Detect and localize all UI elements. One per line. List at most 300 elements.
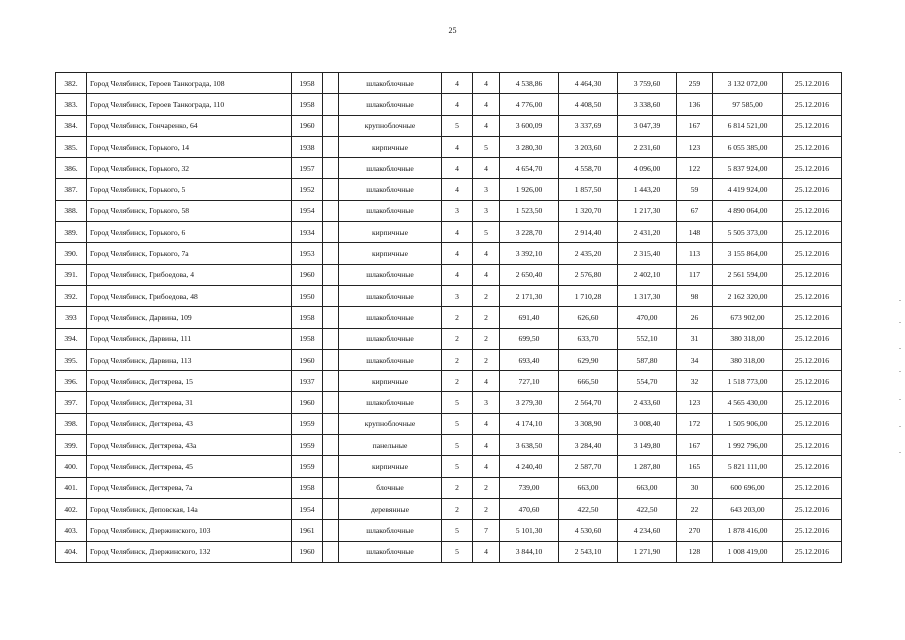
date-cell: 25.12.2016 bbox=[783, 413, 842, 434]
wall-material-cell: кирпичные bbox=[339, 456, 442, 477]
total-area-cell: 3 280,30 bbox=[500, 136, 559, 157]
blank-cell bbox=[323, 413, 339, 434]
total-area-cell: 4 174,10 bbox=[500, 413, 559, 434]
entrances-cell: 2 bbox=[473, 498, 500, 519]
total-area-cell: 5 101,30 bbox=[500, 520, 559, 541]
table-row bbox=[56, 115, 842, 136]
row-number-cell: 404. bbox=[56, 541, 87, 562]
year-built-cell: 1958 bbox=[292, 328, 323, 349]
wall-material-cell: шлакоблочные bbox=[339, 392, 442, 413]
total-area-cell: 4 538,86 bbox=[500, 73, 559, 94]
residential-area-cell: 3 149,80 bbox=[618, 435, 677, 456]
date-cell: 25.12.2016 bbox=[783, 328, 842, 349]
residents-count-cell: 167 bbox=[677, 435, 713, 456]
residents-count-cell: 167 bbox=[677, 115, 713, 136]
residential-area-cell: 4 234,60 bbox=[618, 520, 677, 541]
residents-count-cell: 148 bbox=[677, 222, 713, 243]
cost-cell: 6 055 385,00 bbox=[713, 136, 783, 157]
floors-cell: 4 bbox=[442, 264, 473, 285]
address-cell: Город Челябинск, Дегтярева, 31 bbox=[87, 392, 292, 413]
blank-cell bbox=[323, 94, 339, 115]
date-cell: 25.12.2016 bbox=[783, 285, 842, 306]
cost-cell: 5 821 111,00 bbox=[713, 456, 783, 477]
row-number-cell: 391. bbox=[56, 264, 87, 285]
floors-cell: 5 bbox=[442, 413, 473, 434]
row-number-cell: 385. bbox=[56, 136, 87, 157]
row-number-cell: 386. bbox=[56, 158, 87, 179]
residential-area-cell: 1 217,30 bbox=[618, 200, 677, 221]
cost-cell: 600 696,00 bbox=[713, 477, 783, 498]
residential-area-cell: 3 047,39 bbox=[618, 115, 677, 136]
living-area-cell: 4 558,70 bbox=[559, 158, 618, 179]
entrances-cell: 2 bbox=[473, 285, 500, 306]
year-built-cell: 1934 bbox=[292, 222, 323, 243]
entrances-cell: 4 bbox=[473, 243, 500, 264]
residents-count-cell: 30 bbox=[677, 477, 713, 498]
cost-cell: 5 837 924,00 bbox=[713, 158, 783, 179]
wall-material-cell: шлакоблочные bbox=[339, 264, 442, 285]
total-area-cell: 3 844,10 bbox=[500, 541, 559, 562]
year-built-cell: 1958 bbox=[292, 94, 323, 115]
year-built-cell: 1957 bbox=[292, 158, 323, 179]
table-row bbox=[56, 392, 842, 413]
living-area-cell: 2 435,20 bbox=[559, 243, 618, 264]
blank-cell bbox=[323, 243, 339, 264]
residential-area-cell: 470,00 bbox=[618, 307, 677, 328]
floors-cell: 2 bbox=[442, 349, 473, 370]
floors-cell: 4 bbox=[442, 73, 473, 94]
blank-cell bbox=[323, 349, 339, 370]
date-cell: 25.12.2016 bbox=[783, 136, 842, 157]
row-number-cell: 382. bbox=[56, 73, 87, 94]
cost-cell: 4 565 430,00 bbox=[713, 392, 783, 413]
wall-material-cell: шлакоблочные bbox=[339, 307, 442, 328]
wall-material-cell: шлакоблочные bbox=[339, 520, 442, 541]
row-number-cell: 390. bbox=[56, 243, 87, 264]
table-row bbox=[56, 243, 842, 264]
date-cell: 25.12.2016 bbox=[783, 435, 842, 456]
floors-cell: 4 bbox=[442, 222, 473, 243]
table-row bbox=[56, 264, 842, 285]
floors-cell: 4 bbox=[442, 243, 473, 264]
cost-cell: 4 419 924,00 bbox=[713, 179, 783, 200]
table-row bbox=[56, 307, 842, 328]
living-area-cell: 2 576,80 bbox=[559, 264, 618, 285]
total-area-cell: 691,40 bbox=[500, 307, 559, 328]
entrances-cell: 4 bbox=[473, 456, 500, 477]
address-cell: Город Челябинск, Героев Танкограда, 110 bbox=[87, 94, 292, 115]
total-area-cell: 2 171,30 bbox=[500, 285, 559, 306]
cost-cell: 5 505 373,00 bbox=[713, 222, 783, 243]
floors-cell: 3 bbox=[442, 200, 473, 221]
living-area-cell: 3 284,40 bbox=[559, 435, 618, 456]
address-cell: Город Челябинск, Дегтярева, 43 bbox=[87, 413, 292, 434]
address-cell: Город Челябинск, Дегтярева, 15 bbox=[87, 371, 292, 392]
residential-area-cell: 2 402,10 bbox=[618, 264, 677, 285]
cost-cell: 1 008 419,00 bbox=[713, 541, 783, 562]
date-cell: 25.12.2016 bbox=[783, 498, 842, 519]
wall-material-cell: шлакоблочные bbox=[339, 349, 442, 370]
table-row bbox=[56, 158, 842, 179]
wall-material-cell: шлакоблочные bbox=[339, 541, 442, 562]
table-body bbox=[56, 73, 842, 563]
entrances-cell: 4 bbox=[473, 541, 500, 562]
date-cell: 25.12.2016 bbox=[783, 264, 842, 285]
address-cell: Город Челябинск, Горького, 32 bbox=[87, 158, 292, 179]
wall-material-cell: шлакоблочные bbox=[339, 94, 442, 115]
floors-cell: 4 bbox=[442, 136, 473, 157]
blank-cell bbox=[323, 520, 339, 541]
cost-cell: 3 155 864,00 bbox=[713, 243, 783, 264]
table-row bbox=[56, 456, 842, 477]
floors-cell: 2 bbox=[442, 328, 473, 349]
living-area-cell: 629,90 bbox=[559, 349, 618, 370]
blank-cell bbox=[323, 392, 339, 413]
residents-count-cell: 59 bbox=[677, 179, 713, 200]
blank-cell bbox=[323, 307, 339, 328]
total-area-cell: 3 638,50 bbox=[500, 435, 559, 456]
residents-count-cell: 172 bbox=[677, 413, 713, 434]
residents-count-cell: 136 bbox=[677, 94, 713, 115]
date-cell: 25.12.2016 bbox=[783, 392, 842, 413]
date-cell: 25.12.2016 bbox=[783, 477, 842, 498]
residents-count-cell: 31 bbox=[677, 328, 713, 349]
cost-cell: 380 318,00 bbox=[713, 328, 783, 349]
total-area-cell: 4 654,70 bbox=[500, 158, 559, 179]
date-cell: 25.12.2016 bbox=[783, 94, 842, 115]
table-row bbox=[56, 520, 842, 541]
living-area-cell: 1 320,70 bbox=[559, 200, 618, 221]
residential-area-cell: 663,00 bbox=[618, 477, 677, 498]
entrances-cell: 3 bbox=[473, 392, 500, 413]
row-number-cell: 389. bbox=[56, 222, 87, 243]
blank-cell bbox=[323, 136, 339, 157]
blank-cell bbox=[323, 456, 339, 477]
blank-cell bbox=[323, 73, 339, 94]
row-number-cell: 388. bbox=[56, 200, 87, 221]
residential-area-cell: 3 338,60 bbox=[618, 94, 677, 115]
wall-material-cell: шлакоблочные bbox=[339, 200, 442, 221]
residential-area-cell: 2 433,60 bbox=[618, 392, 677, 413]
wall-material-cell: кирпичные bbox=[339, 222, 442, 243]
floors-cell: 5 bbox=[442, 435, 473, 456]
residential-area-cell: 4 096,00 bbox=[618, 158, 677, 179]
scan-edge-marks bbox=[895, 300, 901, 460]
table-row bbox=[56, 222, 842, 243]
entrances-cell: 4 bbox=[473, 435, 500, 456]
entrances-cell: 2 bbox=[473, 328, 500, 349]
residential-area-cell: 3 759,60 bbox=[618, 73, 677, 94]
row-number-cell: 396. bbox=[56, 371, 87, 392]
blank-cell bbox=[323, 264, 339, 285]
residential-area-cell: 2 231,60 bbox=[618, 136, 677, 157]
residents-count-cell: 67 bbox=[677, 200, 713, 221]
address-cell: Город Челябинск, Дарвина, 109 bbox=[87, 307, 292, 328]
address-cell: Город Челябинск, Горького, 6 bbox=[87, 222, 292, 243]
residents-count-cell: 98 bbox=[677, 285, 713, 306]
residential-area-cell: 2 315,40 bbox=[618, 243, 677, 264]
address-cell: Город Челябинск, Горького, 58 bbox=[87, 200, 292, 221]
address-cell: Город Челябинск, Дарвина, 113 bbox=[87, 349, 292, 370]
address-cell: Город Челябинск, Горького, 5 bbox=[87, 179, 292, 200]
address-cell: Город Челябинск, Дарвина, 111 bbox=[87, 328, 292, 349]
address-cell: Город Челябинск, Горького, 14 bbox=[87, 136, 292, 157]
residents-count-cell: 34 bbox=[677, 349, 713, 370]
residents-count-cell: 113 bbox=[677, 243, 713, 264]
entrances-cell: 2 bbox=[473, 349, 500, 370]
year-built-cell: 1961 bbox=[292, 520, 323, 541]
entrances-cell: 2 bbox=[473, 307, 500, 328]
wall-material-cell: блочные bbox=[339, 477, 442, 498]
cost-cell: 1 518 773,00 bbox=[713, 371, 783, 392]
entrances-cell: 2 bbox=[473, 477, 500, 498]
entrances-cell: 4 bbox=[473, 73, 500, 94]
blank-cell bbox=[323, 541, 339, 562]
cost-cell: 380 318,00 bbox=[713, 349, 783, 370]
row-number-cell: 403. bbox=[56, 520, 87, 541]
total-area-cell: 693,40 bbox=[500, 349, 559, 370]
blank-cell bbox=[323, 179, 339, 200]
residents-count-cell: 128 bbox=[677, 541, 713, 562]
living-area-cell: 2 914,40 bbox=[559, 222, 618, 243]
total-area-cell: 739,00 bbox=[500, 477, 559, 498]
blank-cell bbox=[323, 328, 339, 349]
year-built-cell: 1954 bbox=[292, 200, 323, 221]
living-area-cell: 663,00 bbox=[559, 477, 618, 498]
entrances-cell: 4 bbox=[473, 413, 500, 434]
residential-area-cell: 2 431,20 bbox=[618, 222, 677, 243]
year-built-cell: 1937 bbox=[292, 371, 323, 392]
residential-area-cell: 552,10 bbox=[618, 328, 677, 349]
housing-registry-table bbox=[55, 72, 842, 563]
residential-area-cell: 3 008,40 bbox=[618, 413, 677, 434]
total-area-cell: 727,10 bbox=[500, 371, 559, 392]
floors-cell: 5 bbox=[442, 520, 473, 541]
floors-cell: 2 bbox=[442, 477, 473, 498]
cost-cell: 3 132 072,00 bbox=[713, 73, 783, 94]
total-area-cell: 4 240,40 bbox=[500, 456, 559, 477]
table-row bbox=[56, 435, 842, 456]
cost-cell: 4 890 064,00 bbox=[713, 200, 783, 221]
floors-cell: 2 bbox=[442, 498, 473, 519]
cost-cell: 6 814 521,00 bbox=[713, 115, 783, 136]
residents-count-cell: 270 bbox=[677, 520, 713, 541]
residents-count-cell: 165 bbox=[677, 456, 713, 477]
row-number-cell: 387. bbox=[56, 179, 87, 200]
living-area-cell: 2 564,70 bbox=[559, 392, 618, 413]
living-area-cell: 3 337,69 bbox=[559, 115, 618, 136]
address-cell: Город Челябинск, Грибоедова, 48 bbox=[87, 285, 292, 306]
residents-count-cell: 117 bbox=[677, 264, 713, 285]
wall-material-cell: кирпичные bbox=[339, 243, 442, 264]
row-number-cell: 397. bbox=[56, 392, 87, 413]
table-row bbox=[56, 285, 842, 306]
floors-cell: 3 bbox=[442, 285, 473, 306]
date-cell: 25.12.2016 bbox=[783, 307, 842, 328]
table-row bbox=[56, 371, 842, 392]
cost-cell: 673 902,00 bbox=[713, 307, 783, 328]
residential-area-cell: 1 271,90 bbox=[618, 541, 677, 562]
table-row bbox=[56, 413, 842, 434]
address-cell: Город Челябинск, Горького, 7а bbox=[87, 243, 292, 264]
entrances-cell: 3 bbox=[473, 179, 500, 200]
table-row bbox=[56, 200, 842, 221]
table-row bbox=[56, 136, 842, 157]
table-row bbox=[56, 541, 842, 562]
year-built-cell: 1959 bbox=[292, 435, 323, 456]
blank-cell bbox=[323, 477, 339, 498]
residents-count-cell: 22 bbox=[677, 498, 713, 519]
wall-material-cell: кирпичные bbox=[339, 136, 442, 157]
residential-area-cell: 587,80 bbox=[618, 349, 677, 370]
blank-cell bbox=[323, 222, 339, 243]
blank-cell bbox=[323, 371, 339, 392]
cost-cell: 2 561 594,00 bbox=[713, 264, 783, 285]
blank-cell bbox=[323, 200, 339, 221]
address-cell: Город Челябинск, Героев Танкограда, 108 bbox=[87, 73, 292, 94]
year-built-cell: 1938 bbox=[292, 136, 323, 157]
year-built-cell: 1960 bbox=[292, 115, 323, 136]
blank-cell bbox=[323, 498, 339, 519]
floors-cell: 5 bbox=[442, 456, 473, 477]
entrances-cell: 4 bbox=[473, 158, 500, 179]
date-cell: 25.12.2016 bbox=[783, 541, 842, 562]
row-number-cell: 383. bbox=[56, 94, 87, 115]
entrances-cell: 7 bbox=[473, 520, 500, 541]
cost-cell: 643 203,00 bbox=[713, 498, 783, 519]
floors-cell: 4 bbox=[442, 158, 473, 179]
total-area-cell: 2 650,40 bbox=[500, 264, 559, 285]
address-cell: Город Челябинск, Дзержинского, 132 bbox=[87, 541, 292, 562]
wall-material-cell: крупноблочные bbox=[339, 413, 442, 434]
cost-cell: 1 878 416,00 bbox=[713, 520, 783, 541]
wall-material-cell: шлакоблочные bbox=[339, 158, 442, 179]
living-area-cell: 2 587,70 bbox=[559, 456, 618, 477]
blank-cell bbox=[323, 158, 339, 179]
address-cell: Город Челябинск, Грибоедова, 4 bbox=[87, 264, 292, 285]
date-cell: 25.12.2016 bbox=[783, 73, 842, 94]
entrances-cell: 4 bbox=[473, 115, 500, 136]
date-cell: 25.12.2016 bbox=[783, 115, 842, 136]
row-number-cell: 394. bbox=[56, 328, 87, 349]
living-area-cell: 4 408,50 bbox=[559, 94, 618, 115]
table-row bbox=[56, 477, 842, 498]
row-number-cell: 395. bbox=[56, 349, 87, 370]
table-row bbox=[56, 349, 842, 370]
residents-count-cell: 32 bbox=[677, 371, 713, 392]
total-area-cell: 3 600,09 bbox=[500, 115, 559, 136]
row-number-cell: 399. bbox=[56, 435, 87, 456]
wall-material-cell: шлакоблочные bbox=[339, 179, 442, 200]
total-area-cell: 3 279,30 bbox=[500, 392, 559, 413]
year-built-cell: 1958 bbox=[292, 477, 323, 498]
table-row bbox=[56, 94, 842, 115]
wall-material-cell: шлакоблочные bbox=[339, 73, 442, 94]
total-area-cell: 1 523,50 bbox=[500, 200, 559, 221]
row-number-cell: 402. bbox=[56, 498, 87, 519]
year-built-cell: 1952 bbox=[292, 179, 323, 200]
living-area-cell: 4 530,60 bbox=[559, 520, 618, 541]
date-cell: 25.12.2016 bbox=[783, 222, 842, 243]
table-row bbox=[56, 498, 842, 519]
year-built-cell: 1958 bbox=[292, 307, 323, 328]
floors-cell: 2 bbox=[442, 307, 473, 328]
total-area-cell: 470,60 bbox=[500, 498, 559, 519]
cost-cell: 2 162 320,00 bbox=[713, 285, 783, 306]
date-cell: 25.12.2016 bbox=[783, 158, 842, 179]
living-area-cell: 3 203,60 bbox=[559, 136, 618, 157]
floors-cell: 4 bbox=[442, 94, 473, 115]
entrances-cell: 5 bbox=[473, 136, 500, 157]
blank-cell bbox=[323, 285, 339, 306]
cost-cell: 97 585,00 bbox=[713, 94, 783, 115]
living-area-cell: 1 710,28 bbox=[559, 285, 618, 306]
date-cell: 25.12.2016 bbox=[783, 371, 842, 392]
living-area-cell: 666,50 bbox=[559, 371, 618, 392]
living-area-cell: 422,50 bbox=[559, 498, 618, 519]
residents-count-cell: 123 bbox=[677, 136, 713, 157]
date-cell: 25.12.2016 bbox=[783, 520, 842, 541]
year-built-cell: 1960 bbox=[292, 541, 323, 562]
blank-cell bbox=[323, 115, 339, 136]
year-built-cell: 1959 bbox=[292, 413, 323, 434]
date-cell: 25.12.2016 bbox=[783, 200, 842, 221]
living-area-cell: 2 543,10 bbox=[559, 541, 618, 562]
row-number-cell: 393 bbox=[56, 307, 87, 328]
wall-material-cell: крупноблочные bbox=[339, 115, 442, 136]
floors-cell: 2 bbox=[442, 371, 473, 392]
entrances-cell: 3 bbox=[473, 200, 500, 221]
residential-area-cell: 1 317,30 bbox=[618, 285, 677, 306]
residents-count-cell: 259 bbox=[677, 73, 713, 94]
row-number-cell: 398. bbox=[56, 413, 87, 434]
cost-cell: 1 505 906,00 bbox=[713, 413, 783, 434]
entrances-cell: 5 bbox=[473, 222, 500, 243]
living-area-cell: 4 464,30 bbox=[559, 73, 618, 94]
entrances-cell: 4 bbox=[473, 94, 500, 115]
address-cell: Город Челябинск, Дзержинского, 103 bbox=[87, 520, 292, 541]
table-row bbox=[56, 73, 842, 94]
floors-cell: 5 bbox=[442, 115, 473, 136]
table-row bbox=[56, 328, 842, 349]
wall-material-cell: кирпичные bbox=[339, 371, 442, 392]
blank-cell bbox=[323, 435, 339, 456]
row-number-cell: 392. bbox=[56, 285, 87, 306]
address-cell: Город Челябинск, Деповская, 14а bbox=[87, 498, 292, 519]
address-cell: Город Челябинск, Гончаренко, 64 bbox=[87, 115, 292, 136]
entrances-cell: 4 bbox=[473, 371, 500, 392]
year-built-cell: 1958 bbox=[292, 73, 323, 94]
total-area-cell: 1 926,00 bbox=[500, 179, 559, 200]
date-cell: 25.12.2016 bbox=[783, 243, 842, 264]
table-row bbox=[56, 179, 842, 200]
date-cell: 25.12.2016 bbox=[783, 456, 842, 477]
residential-area-cell: 1 443,20 bbox=[618, 179, 677, 200]
row-number-cell: 384. bbox=[56, 115, 87, 136]
row-number-cell: 400. bbox=[56, 456, 87, 477]
year-built-cell: 1960 bbox=[292, 264, 323, 285]
total-area-cell: 3 392,10 bbox=[500, 243, 559, 264]
date-cell: 25.12.2016 bbox=[783, 349, 842, 370]
residential-area-cell: 554,70 bbox=[618, 371, 677, 392]
residential-area-cell: 1 287,80 bbox=[618, 456, 677, 477]
year-built-cell: 1960 bbox=[292, 392, 323, 413]
address-cell: Город Челябинск, Дегтярева, 45 bbox=[87, 456, 292, 477]
row-number-cell: 401. bbox=[56, 477, 87, 498]
address-cell: Город Челябинск, Дегтярева, 43а bbox=[87, 435, 292, 456]
address-cell: Город Челябинск, Дегтярева, 7а bbox=[87, 477, 292, 498]
entrances-cell: 4 bbox=[473, 264, 500, 285]
